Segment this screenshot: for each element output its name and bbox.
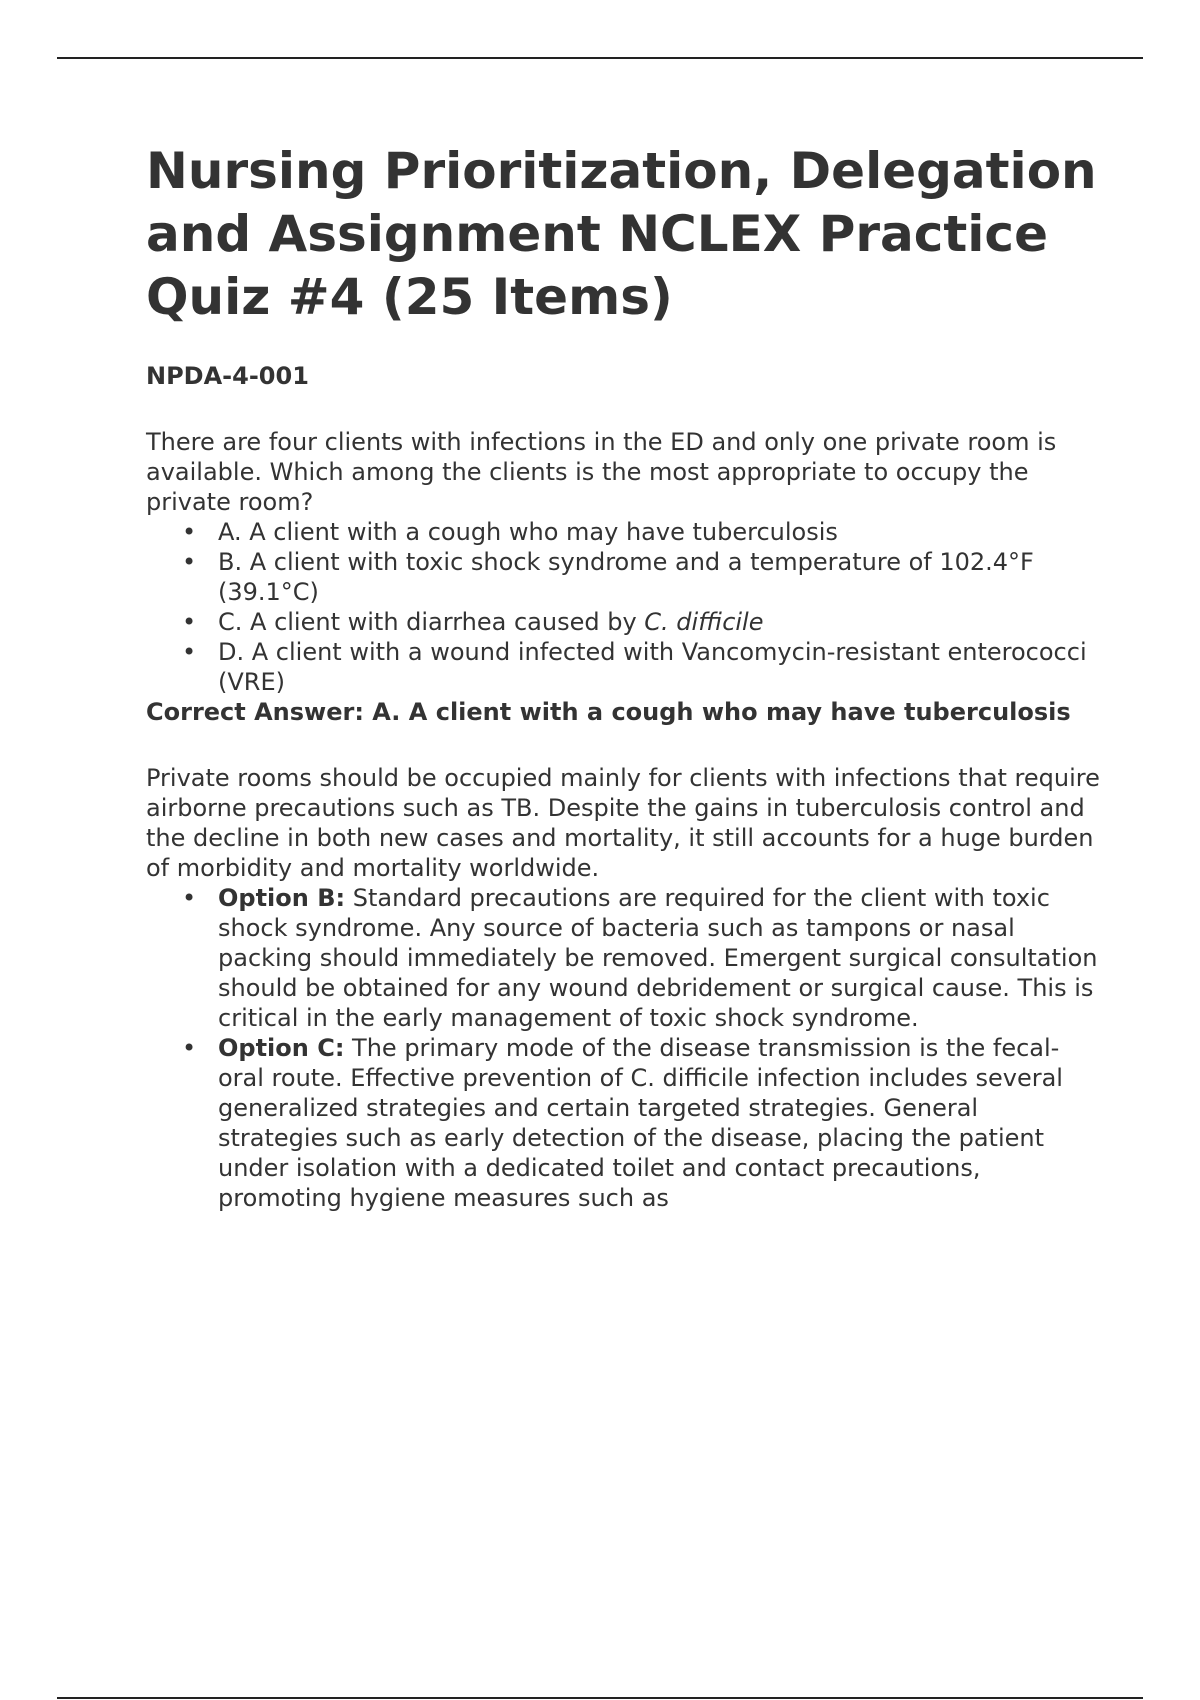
option-d [182, 637, 1101, 697]
page-title: Nursing Prioritization, Delegation and Assignment NCLEX Practice Quiz #4 (25 Items) [146, 142, 1097, 326]
bullet-icon: • [182, 884, 197, 912]
bullet-icon: • [182, 608, 197, 636]
rationale-list [146, 883, 1101, 1213]
option-text: B. A client with toxic shock syndrome and a temperature of 102.4°F (39.1°C) [218, 548, 1034, 606]
answer-options [146, 517, 1101, 697]
document-body [146, 140, 1101, 1213]
option-a [182, 517, 1101, 547]
option-b [182, 547, 1101, 607]
rationale-option-c [182, 1033, 1101, 1213]
option-text: A. A client with a cough who may have tuberculosis [218, 518, 838, 546]
question-id: NPDA-4-001 [146, 362, 309, 390]
bullet-icon: • [182, 638, 197, 666]
bullet-icon: • [182, 548, 197, 576]
bottom-divider [57, 1697, 1143, 1699]
question-text: There are four clients with infections in the ED and only one private room is available. Which among the clients is the most appropriate to occupy the private room? [146, 428, 1057, 516]
option-text: C. A client with diarrhea caused by [218, 608, 645, 636]
top-divider [57, 57, 1143, 59]
rationale-text: The primary mode of the disease transmission is the fecal-oral route. Effective prevention of C. difficile infection includes several generalized strategies and certain targeted strategies. General strategies such as early detection of the disease, placing the patient under isolation with a dedicated toilet and contact precautions, promoting hygiene measures such as [218, 1034, 1063, 1212]
correct-answer: Correct Answer: A. A client with a cough who may have tuberculosis [146, 698, 1071, 726]
rationale-label: Option B: [218, 884, 346, 912]
rationale-text: Standard precautions are required for the client with toxic shock syndrome. Any source of bacteria such as tampons or nasal packing should immediately be removed. Emergent surgical consultation should be obtained for any wound debridement or surgical cause. This is critical in the early management of toxic shock syndrome. [218, 884, 1098, 1032]
bullet-icon: • [182, 1034, 197, 1062]
explanation-text: Private rooms should be occupied mainly for clients with infections that require airborne precautions such as TB. Despite the gains in tuberculosis control and the decline in both new cases and mortality, it still accounts for a huge burden of morbidity and mortality worldwide. [146, 764, 1100, 882]
option-c [182, 607, 1101, 637]
option-text: D. A client with a wound infected with Vancomycin-resistant enterococci (VRE) [218, 638, 1087, 696]
rationale-label: Option C: [218, 1034, 345, 1062]
rationale-option-b [182, 883, 1101, 1033]
option-italic-organism: C. difficile [644, 608, 764, 636]
bullet-icon: • [182, 518, 197, 546]
